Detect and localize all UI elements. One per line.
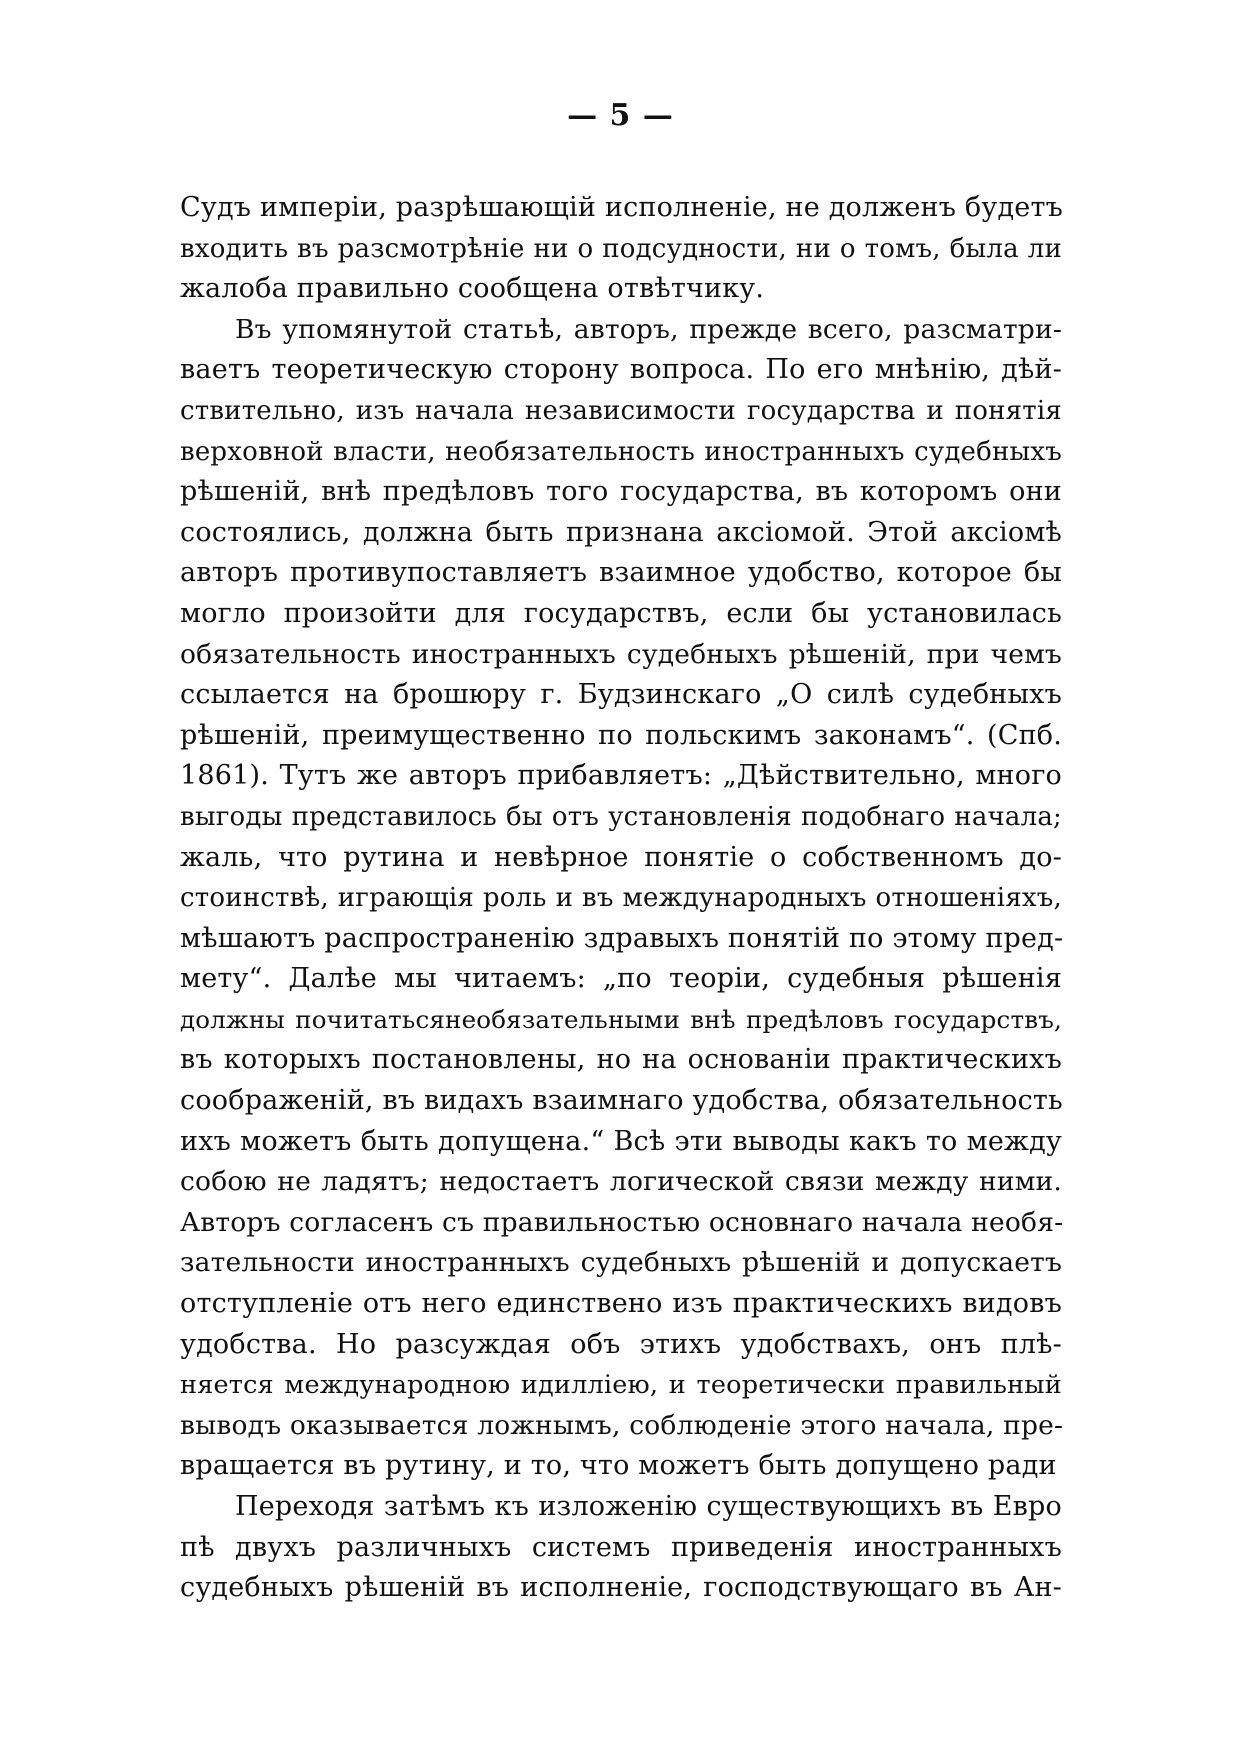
- text-line: жалоба правильно сообщена отвѣтчику.: [180, 273, 765, 305]
- text-line: мѣшаютъ распространенію здравыхъ понятій по этому пред-: [180, 922, 1064, 954]
- text-line: ваетъ теоретическую сторону вопроса. По его мнѣнію, дѣй-: [180, 354, 1062, 386]
- page-number: — 5 —: [567, 98, 674, 133]
- text-line: собою не ладятъ; недостаетъ логической связи между ними.: [180, 1166, 1062, 1198]
- paragraph: [180, 1487, 1062, 1609]
- text-line: жаль, что рутина и невѣрное понятіе о собственномъ до-: [180, 841, 1062, 873]
- text-line: Въ упомянутой статьѣ, авторъ, прежде всего, разсматри-: [235, 313, 1062, 345]
- text-line: состоялись, должна быть признана аксіомой. Этой аксіомѣ: [180, 516, 1062, 548]
- text-line: соображеній, въ видахъ взаимнаго удобства, обязательность: [180, 1085, 1063, 1117]
- text-line: ссылается на брошюру г. Будзинскаго „О силѣ судебныхъ: [180, 679, 1062, 711]
- text-line: Авторъ согласенъ съ правильностью основнаго начала необя-: [180, 1206, 1064, 1238]
- text-line: въ которыхъ постановлены, но на основаніи практическихъ: [180, 1044, 1062, 1076]
- text-line: ствительно, изъ начала независимости государства и понятія: [180, 395, 1062, 426]
- text-line: няется международною идилліею, и теоретически правильный: [180, 1370, 1062, 1401]
- text-line: 1861). Тутъ же авторъ прибавляетъ: „Дѣйствительно, много: [180, 760, 1062, 792]
- text-line: авторъ противупоставляетъ взаимное удобство, которое бы: [180, 557, 1062, 589]
- paragraph: [180, 188, 1062, 310]
- text-line: пѣ двухъ различныхъ системъ приведенія иностранныхъ: [180, 1531, 1062, 1563]
- text-line: обязательность иностранныхъ судебныхъ рѣшеній, при чемъ: [180, 638, 1062, 670]
- text-line: выводъ оказывается ложнымъ, соблюденіе этого начала, пре-: [180, 1409, 1064, 1441]
- text-line: Переходя затѣмъ къ изложенію существующихъ въ Евро: [235, 1491, 1062, 1522]
- text-line: стоинствѣ, играющія роль и въ международныхъ отношеніяхъ,: [180, 883, 1062, 914]
- text-line: верховной власти, необязательность иностранныхъ судебныхъ: [180, 436, 1062, 467]
- text-line: должны почитатьсянеобязательными внѣ предѣловъ государствъ,: [180, 1004, 1062, 1034]
- text-line: рѣшеній, преимущественно по польскимъ законамъ“. (Спб.: [180, 719, 1062, 751]
- text-line: вращается въ рутину, и то, что можетъ быть допущено ради: [180, 1450, 1057, 1482]
- text-line: выгоды представилось бы отъ установленія подобнаго начала;: [180, 801, 1062, 832]
- text-line: входить въ разсмотрѣніе ни о подсудности, ни о томъ, была ли: [180, 233, 1062, 264]
- body-text: [180, 188, 1062, 1609]
- paragraph: [180, 310, 1062, 1487]
- text-line: мету“. Далѣе мы читаемъ: „по теоріи, судебныя рѣшенія: [180, 963, 1062, 995]
- text-line: ихъ можетъ быть допущена.“ Всѣ эти выводы какъ то между: [180, 1125, 1062, 1157]
- text-line: могло произойти для государствъ, если бы установилась: [180, 597, 1062, 629]
- text-line: отступленіе отъ него единствено изъ практическихъ видовъ: [180, 1288, 1062, 1320]
- text-line: удобства. Но разсуждая объ этихъ удобствахъ, онъ плѣ-: [180, 1328, 1062, 1360]
- text-line: зательности иностранныхъ судебныхъ рѣшеній и допускаетъ: [180, 1247, 1062, 1279]
- text-line: судебныхъ рѣшеній въ исполненіе, господствующаго въ Ан-: [180, 1572, 1062, 1604]
- text-line: рѣшеній, внѣ предѣловъ того государства, въ которомъ они: [180, 476, 1062, 508]
- text-line: Судъ имперіи, разрѣшающій исполненіе, не долженъ будетъ: [180, 192, 1063, 223]
